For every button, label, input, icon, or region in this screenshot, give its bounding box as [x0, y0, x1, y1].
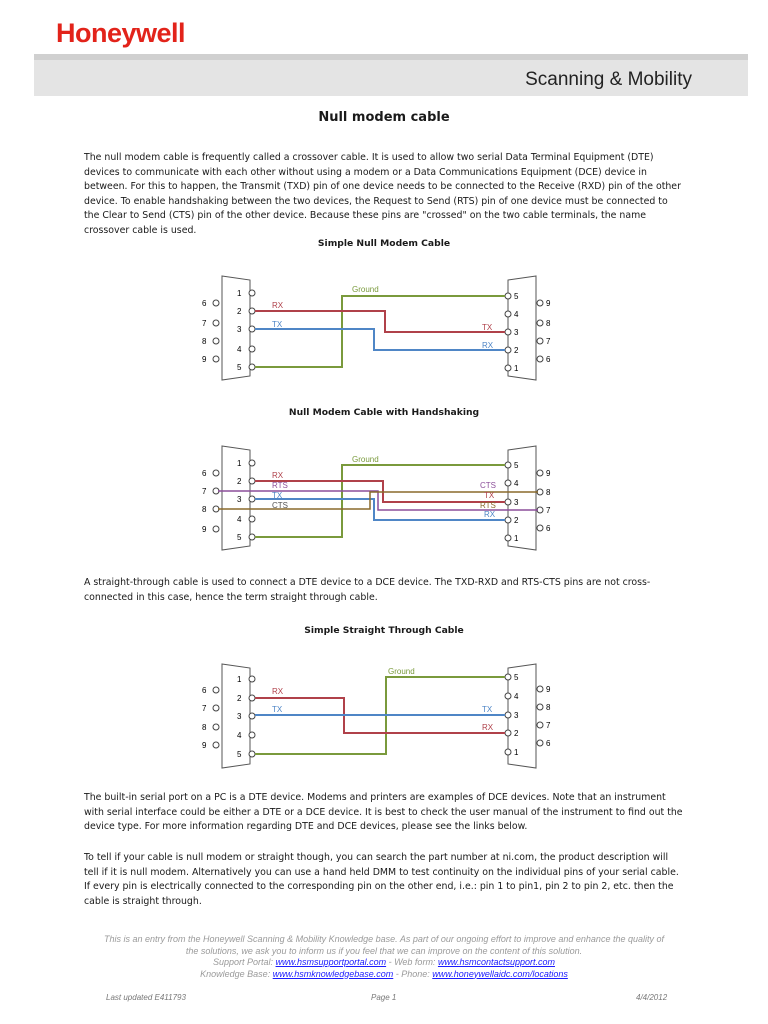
- right-pin-label: 9: [546, 469, 551, 478]
- left-pin-label: 4: [237, 345, 242, 354]
- left-pin-label: 1: [237, 675, 242, 684]
- left-pin-label: 2: [237, 694, 242, 703]
- left-pin-label: 6: [202, 299, 207, 308]
- right-pin-label: 1: [514, 748, 519, 757]
- ground-label: Ground: [388, 667, 415, 676]
- right-pin-label: 3: [514, 328, 519, 337]
- diagram-handshaking: [200, 440, 560, 560]
- left-pin-label: 1: [237, 459, 242, 468]
- right-pin-label: 4: [514, 479, 519, 488]
- right-pin-label: 9: [546, 685, 551, 694]
- intro-paragraph: The null modem cable is frequently called a crossover cable. It is used to allow two serial Data Terminal Equipment (DTE) devices to communicate with each other without using a modem or a Data Communications Equipment (DCE) device in between. For this to happen, the Transmit (TXD) pin of one device needs to be connected to the Receive (RXD) pin of the other device. To enable handshaking between the two devices, the Request to Send (RTS) pin of one device must be connected to the Clear to Send (CTS) pin of the other device. Because these pins are "crossed" on the two cable terminals, the name crossover cable is used.: [84, 152, 681, 236]
- left-pin-label: 9: [202, 355, 207, 364]
- left-pin-label: 7: [202, 319, 207, 328]
- right-pin-label: 6: [546, 524, 551, 533]
- left-pin-label: 3: [237, 495, 242, 504]
- left-pin-label: 4: [237, 515, 242, 524]
- footer-line-2: the solutions, we ask you to inform us if you feel that we can improve on the content of this solution.: [185, 945, 583, 956]
- right-connector: [505, 664, 551, 768]
- rx-label-right: RX: [484, 510, 496, 519]
- tx-label-right: TX: [482, 705, 493, 714]
- footer-line-1: This is an entry from the Honeywell Scanning & Mobility Knowledge base. As part of our ongoing effort to improve and enhance the quality of: [104, 934, 664, 944]
- right-pin-label: 7: [546, 721, 551, 730]
- rts-label-left: RTS: [272, 481, 288, 490]
- last-updated: Last updated E411793: [106, 993, 186, 1002]
- caption-simple-null-modem: Simple Null Modem Cable: [317, 238, 451, 249]
- left-pin-label: 8: [202, 505, 207, 514]
- right-pin-label: 3: [514, 711, 519, 720]
- right-pin-label: 4: [514, 310, 519, 319]
- caption-straight-through: Simple Straight Through Cable: [304, 625, 464, 636]
- division-title: Scanning & Mobility: [525, 69, 692, 90]
- tx-label-left: TX: [272, 491, 283, 500]
- right-pin-label: 1: [514, 534, 519, 543]
- tell-cable-paragraph: To tell if your cable is null modem or straight though, you can search the part number at ni.com, the product description will tell if it is null modem. Alternatively you can use a hand held DMM to test continuity on the individual pins of your serial cable. If every pin is electrically connected to the corresponding pin on the other end, i.e.: pin 1 to pin1, pin 2 to pin 2, etc. then the cable is straight through.: [84, 852, 679, 907]
- left-pin-label: 5: [237, 363, 242, 372]
- right-pin-label: 3: [514, 498, 519, 507]
- right-pin-label: 2: [514, 516, 519, 525]
- right-pin-label: 8: [546, 319, 551, 328]
- right-pin-label: 8: [546, 703, 551, 712]
- right-connector: [505, 446, 551, 550]
- right-pin-label: 5: [514, 673, 519, 682]
- rts-label-right: RTS: [480, 501, 496, 510]
- web-form-label: - Web form:: [386, 957, 438, 967]
- knowledge-base-label: Knowledge Base:: [200, 968, 273, 979]
- left-pin-label: 8: [202, 337, 207, 346]
- left-pin-label: 2: [237, 307, 242, 316]
- left-connector: [202, 276, 255, 380]
- left-pin-label: 3: [237, 712, 242, 721]
- tx-label-left: TX: [272, 705, 283, 714]
- right-pin-label: 1: [514, 364, 519, 373]
- rx-label-left: RX: [272, 301, 284, 310]
- left-pin-label: 7: [202, 704, 207, 713]
- cts-label-left: CTS: [272, 501, 288, 510]
- right-pin-label: 8: [546, 488, 551, 497]
- rx-label-right: RX: [482, 723, 494, 732]
- knowledge-base-footer: [84, 934, 684, 980]
- diagram-straight-through: [200, 656, 560, 776]
- cts-label-right: CTS: [480, 481, 496, 490]
- left-pin-label: 2: [237, 477, 242, 486]
- footer-line-3: [84, 957, 684, 969]
- left-connector: [202, 446, 255, 550]
- phone-link[interactable]: www.honeywellaidc.com/locations: [432, 968, 568, 979]
- left-pin-label: 1: [237, 289, 242, 298]
- tx-label-right: TX: [482, 323, 493, 332]
- left-pin-label: 3: [237, 325, 242, 334]
- left-pin-label: 6: [202, 686, 207, 695]
- page-number: Page 1: [371, 993, 397, 1002]
- right-pin-label: 2: [514, 346, 519, 355]
- right-connector: [505, 276, 551, 380]
- support-portal-link[interactable]: www.hsmsupportportal.com: [275, 957, 387, 967]
- footer-line-4: [84, 969, 684, 981]
- left-pin-label: 4: [237, 731, 242, 740]
- right-pin-label: 7: [546, 337, 551, 346]
- rx-label-right: RX: [482, 341, 494, 350]
- ground-label: Ground: [352, 455, 379, 464]
- left-pin-label: 9: [202, 741, 207, 750]
- right-pin-label: 4: [514, 692, 519, 701]
- builtin-port-paragraph: The built-in serial port on a PC is a DTE device. Modems and printers are examples of DCE devices. Note that an instrument with serial interface could be either a DTE or a DCE device. It is best to check the user manual of the instrument to find out the device type. For more information regarding DTE and DCE devices, please see the links below.: [84, 792, 683, 833]
- right-pin-label: 5: [514, 292, 519, 301]
- knowledge-base-link[interactable]: www.hsmknowledgebase.com: [272, 968, 394, 979]
- right-pin-label: 2: [514, 729, 519, 738]
- left-pin-label: 9: [202, 525, 207, 534]
- caption-handshaking: Null Modem Cable with Handshaking: [288, 407, 480, 418]
- tx-label-left: TX: [272, 320, 283, 329]
- left-connector: [202, 664, 255, 768]
- diagram-simple-null-modem: [200, 268, 560, 388]
- rx-label-left: RX: [272, 687, 284, 696]
- left-pin-label: 6: [202, 469, 207, 478]
- left-pin-label: 5: [237, 533, 242, 542]
- ground-label: Ground: [352, 285, 379, 294]
- document-date: 4/4/2012: [636, 993, 668, 1002]
- tx-label-right: TX: [484, 491, 495, 500]
- right-pin-label: 7: [546, 506, 551, 515]
- phone-label: - Phone:: [393, 968, 433, 979]
- web-form-link[interactable]: www.hsmcontactsupport.com: [437, 957, 555, 967]
- left-pin-label: 8: [202, 723, 207, 732]
- honeywell-logo: Honeywell: [56, 18, 186, 48]
- straight-through-paragraph: A straight-through cable is used to connect a DTE device to a DCE device. The TXD-RXD and RTS-CTS pins are not cross-connected in this case, hence the term straight through cable.: [84, 577, 651, 603]
- left-pin-label: 7: [202, 487, 207, 496]
- right-pin-label: 6: [546, 739, 551, 748]
- left-pin-label: 5: [237, 750, 242, 759]
- right-pin-label: 6: [546, 355, 551, 364]
- support-portal-label: Support Portal:: [213, 957, 276, 967]
- page-title: Null modem cable: [318, 110, 450, 125]
- right-pin-label: 9: [546, 299, 551, 308]
- right-pin-label: 5: [514, 461, 519, 470]
- rx-label-left: RX: [272, 471, 284, 480]
- header-bar: [34, 54, 748, 96]
